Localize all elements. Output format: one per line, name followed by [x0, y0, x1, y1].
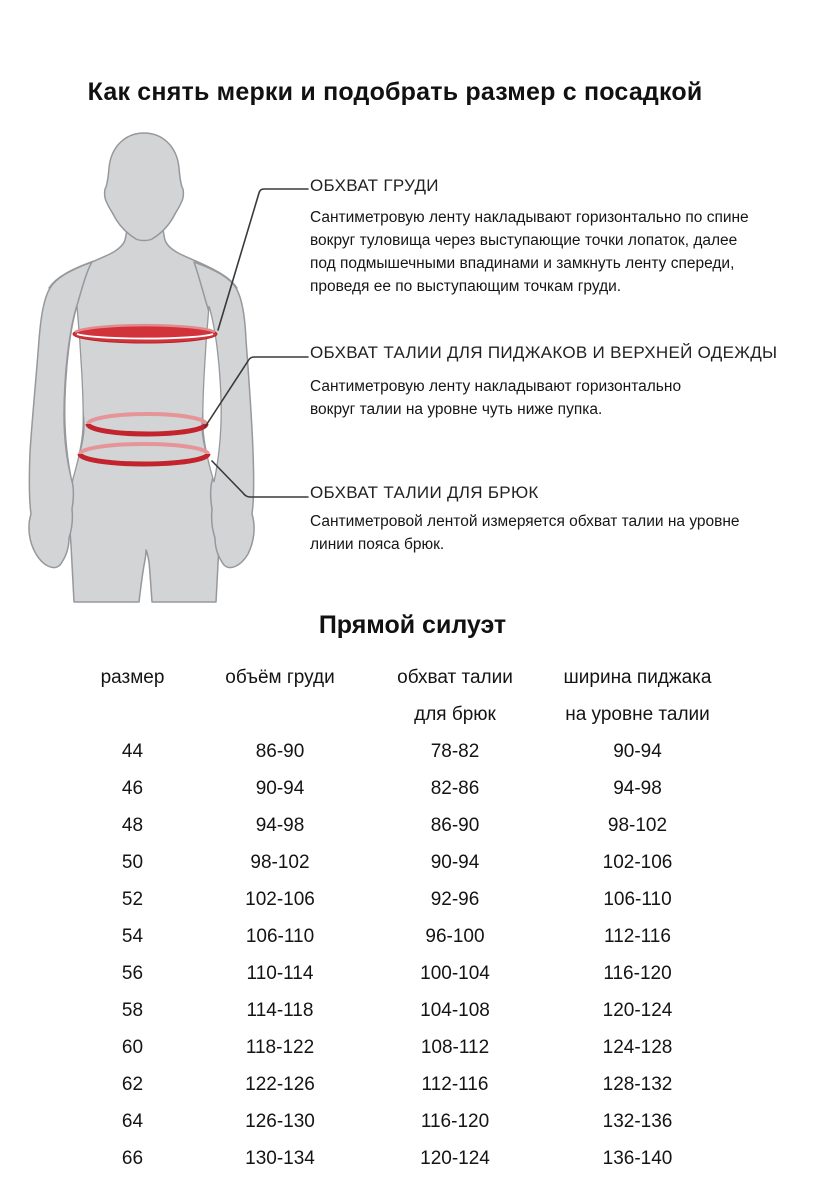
cell-trouser-waist: 82-86 [430, 777, 480, 799]
jacket-waist-measurement-description: Сантиметровую ленту накладывают горизонтально вокруг талии на уровне чуть ниже пупка. [310, 378, 682, 418]
cell-jacket-width: 112-116 [604, 925, 671, 947]
trouser-waist-measurement-description: Сантиметровой лентой измеряется обхват талии на уровне линии пояса брюк. [310, 513, 740, 553]
cell-size: 64 [121, 1110, 144, 1132]
cell-jacket-width: 90-94 [613, 740, 662, 762]
trouser-waist-measurement-title: ОБХВАТ ТАЛИИ ДЛЯ БРЮК [310, 483, 539, 502]
header-jacket-width: ширина пиджака [563, 666, 712, 688]
chest-measurement-description: Сантиметровую ленту накладывают горизонтально по спине вокруг туловища через выступающие точки лопаток, далее под подмышечными впадинами и замкнуть ленту спереди, проведя ее по выступающим точкам груди. [310, 209, 749, 295]
table-row [80, 918, 740, 955]
cell-trouser-waist: 104-108 [420, 999, 490, 1021]
table-header-row-2 [80, 696, 740, 733]
cell-size: 54 [121, 925, 144, 947]
cell-size: 44 [121, 740, 144, 762]
cell-chest: 86-90 [255, 740, 305, 762]
cell-jacket-width: 132-136 [602, 1110, 673, 1132]
cell-trouser-waist: 112-116 [421, 1073, 489, 1095]
cell-chest: 126-130 [245, 1110, 315, 1132]
cell-jacket-width: 98-102 [607, 814, 668, 836]
cell-jacket-width: 128-132 [602, 1073, 673, 1095]
cell-size: 66 [121, 1147, 144, 1169]
cell-size: 56 [121, 962, 144, 984]
cell-chest: 106-110 [245, 925, 315, 947]
table-row [80, 770, 740, 807]
cell-size: 46 [121, 777, 144, 799]
head-shape [105, 133, 184, 241]
cell-jacket-width: 116-120 [603, 962, 672, 984]
cell-size: 52 [121, 888, 144, 910]
cell-size: 50 [121, 851, 144, 873]
cell-jacket-width: 106-110 [603, 888, 672, 910]
table-row [80, 881, 740, 918]
cell-jacket-width: 136-140 [602, 1147, 673, 1169]
table-row [80, 1029, 740, 1066]
cell-trouser-waist: 90-94 [430, 851, 480, 873]
header-chest: объём груди [225, 666, 335, 688]
cell-size: 48 [121, 814, 144, 836]
table-row [80, 1140, 740, 1177]
table-header-row-1 [80, 659, 740, 696]
table-row [80, 733, 740, 770]
cell-trouser-waist: 100-104 [420, 962, 490, 984]
cell-jacket-width: 94-98 [613, 777, 662, 799]
trouser-waist-measurement-note [310, 483, 770, 556]
chest-measurement-title: ОБХВАТ ГРУДИ [310, 176, 439, 195]
cell-jacket-width: 124-128 [602, 1036, 673, 1058]
cell-trouser-waist: 92-96 [430, 888, 480, 910]
header-jacket-width-2: на уровне талии [565, 703, 710, 725]
cell-jacket-width: 120-124 [602, 999, 673, 1021]
header-size: размер [100, 666, 165, 688]
cell-chest: 114-118 [246, 999, 314, 1021]
cell-trouser-waist: 120-124 [420, 1147, 490, 1169]
header-size-2 [80, 696, 185, 733]
table-row [80, 807, 740, 844]
cell-chest: 118-122 [245, 1036, 315, 1058]
cell-trouser-waist: 86-90 [430, 814, 480, 836]
cell-trouser-waist: 96-100 [425, 925, 485, 947]
table-row [80, 844, 740, 881]
size-table [80, 659, 740, 1177]
cell-size: 58 [121, 999, 144, 1021]
table-row [80, 992, 740, 1029]
jacket-waist-measurement-title: ОБХВАТ ТАЛИИ ДЛЯ ПИДЖАКОВ И ВЕРХНЕЙ ОДЕЖДЫ [310, 343, 778, 362]
cell-size: 62 [121, 1073, 144, 1095]
cell-chest: 102-106 [245, 888, 315, 910]
cell-jacket-width: 102-106 [602, 851, 673, 873]
chest-measurement-note [310, 176, 750, 298]
cell-chest: 130-134 [245, 1147, 315, 1169]
jacket-waist-measurement-note [310, 343, 777, 421]
silhouette-section-title: Прямой силуэт [318, 611, 507, 639]
table-row [80, 1103, 740, 1140]
cell-trouser-waist: 78-82 [430, 740, 480, 762]
chest-band [73, 325, 217, 343]
cell-chest: 90-94 [255, 777, 305, 799]
header-trouser-waist: обхват талии [397, 666, 513, 688]
cell-trouser-waist: 116-120 [420, 1110, 490, 1132]
cell-chest: 122-126 [245, 1073, 315, 1095]
table-row [80, 955, 740, 992]
cell-chest: 110-114 [246, 962, 314, 984]
header-chest-2 [185, 696, 375, 733]
table-row [80, 1066, 740, 1103]
header-trouser-waist-2: для брюк [414, 703, 496, 725]
cell-trouser-waist: 108-112 [420, 1036, 490, 1058]
cell-chest: 94-98 [255, 814, 305, 836]
cell-size: 60 [121, 1036, 144, 1058]
page-title: Как снять мерки и подобрать размер с посадкой [87, 78, 703, 106]
cell-chest: 98-102 [250, 851, 310, 873]
